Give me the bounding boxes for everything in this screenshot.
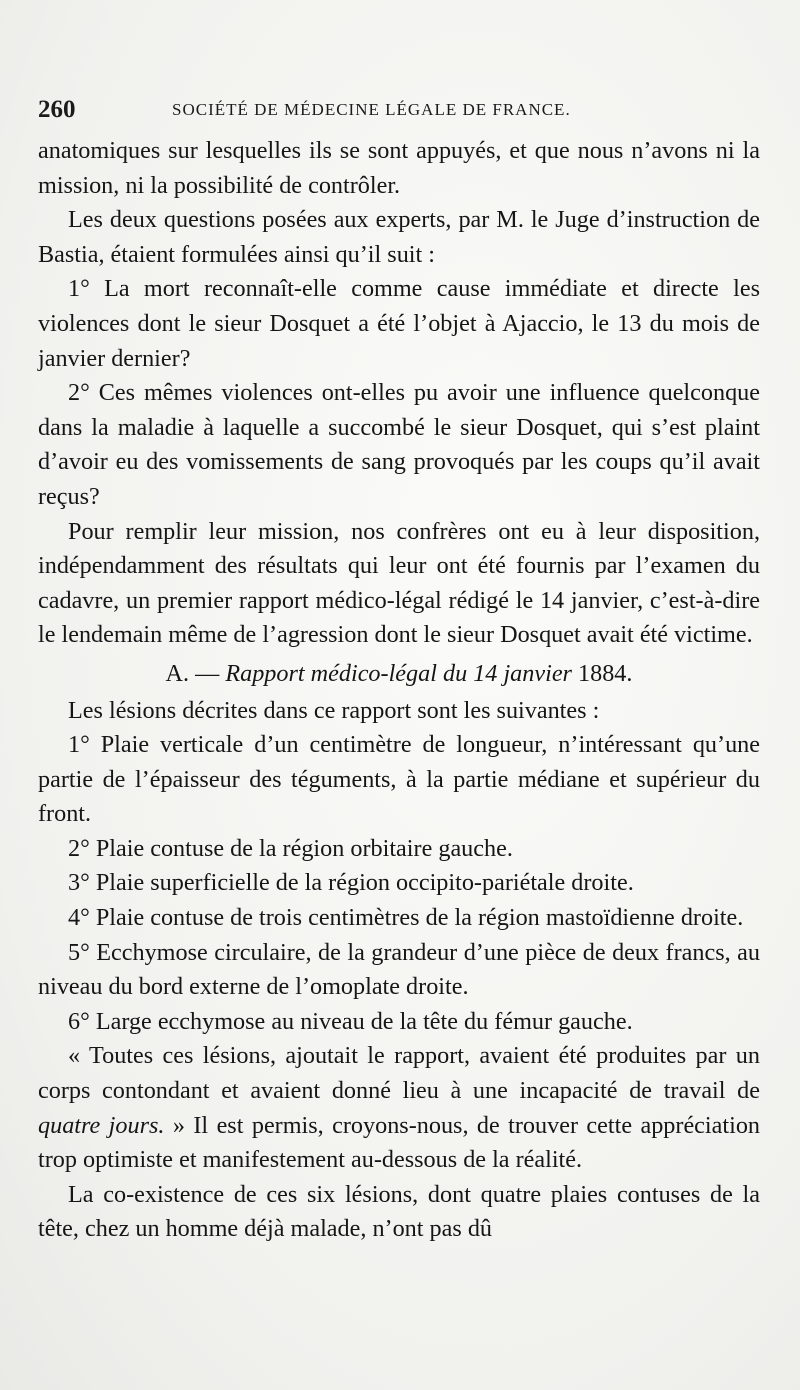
quote-paragraph xyxy=(38,1039,760,1177)
section-heading-title: Rapport médico-légal du 14 janvier xyxy=(225,659,572,687)
section-heading-prefix: A. — xyxy=(165,659,220,687)
page-header xyxy=(38,96,758,128)
paragraph: 1° La mort reconnaît-elle comme cause immédiate et directe les violences dont le sieur Dosquet a été l’objet à Ajaccio, le 13 du mois de janvier dernier? xyxy=(38,275,760,372)
quote-text-after: » Il est permis, croyons-nous, de trouver cette appréciation trop optimiste et manifestement au-dessous de la réalité. xyxy=(38,1111,761,1174)
section-heading-year: 1884. xyxy=(578,659,633,687)
list-item: 1° Plaie verticale d’un centimètre de longueur, n’intéressant qu’une partie de l’épaisseur des téguments, à la partie médiane et supérieur du front. xyxy=(38,731,760,828)
body-text xyxy=(38,134,760,1247)
paragraph: La co-existence de ces six lésions, dont quatre plaies contuses de la tête, chez un homme déjà malade, n’ont pas dû xyxy=(38,1180,760,1243)
quote-text-italic: quatre jours. xyxy=(38,1111,165,1139)
running-head: SOCIÉTÉ DE MÉDECINE LÉGALE DE FRANCE. xyxy=(172,100,571,119)
list-item: 4° Plaie contuse de trois centimètres de la région mastoïdienne droite. xyxy=(68,904,744,932)
list-item: 2° Plaie contuse de la région orbitaire gauche. xyxy=(68,834,513,862)
page-number: 260 xyxy=(38,96,76,123)
list-item: 3° Plaie superficielle de la région occipito-pariétale droite. xyxy=(68,869,634,897)
paragraph: 2° Ces mêmes violences ont-elles pu avoir une influence quelconque dans la maladie à laquelle a succombé le sieur Dosquet, qui s’est plaint d’avoir eu des vomissements de sang provoqués par les coups qu’il avait reçus? xyxy=(38,379,760,510)
section-heading xyxy=(38,653,760,694)
paragraph: Pour remplir leur mission, nos confrères ont eu à leur disposition, indépendamment des résultats qui leur ont été fournis par l’examen du cadavre, un premier rapport médico-légal rédigé le 14 janvier, c’est-à-dire le lendemain même de l’agression dont le sieur Dosquet avait été victime. xyxy=(38,517,760,649)
quote-text-before: « Toutes ces lésions, ajoutait le rapport, avaient été produites par un corps contondant et avaient donné lieu à une incapacité de travail de xyxy=(38,1042,760,1105)
list-item: 6° Large ecchymose au niveau de la tête du fémur gauche. xyxy=(68,1007,633,1035)
paragraph: Les deux questions posées aux experts, par M. le Juge d’instruction de Bastia, étaient formulées ainsi qu’il suit : xyxy=(38,206,760,268)
paragraph: anatomiques sur lesquelles ils se sont appuyés, et que nous n’avons ni la mission, ni la possibilité de contrôler. xyxy=(38,137,760,199)
list-item: 5° Ecchymose circulaire, de la grandeur d’une pièce de deux francs, au niveau du bord externe de l’omoplate droite. xyxy=(38,938,760,1001)
paragraph: Les lésions décrites dans ce rapport sont les suivantes : xyxy=(68,696,600,724)
